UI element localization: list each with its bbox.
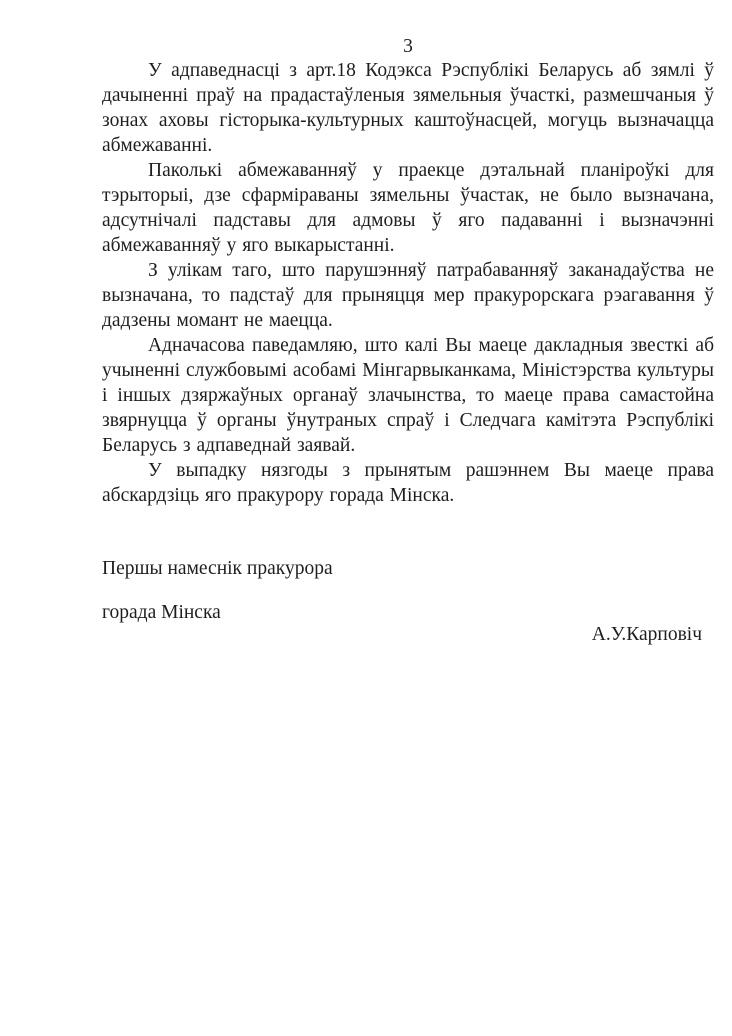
signer-title — [102, 536, 333, 646]
signer-name: А.У.Карповіч — [591, 624, 702, 645]
paragraph-crime-report-advice: Адначасова паведамляю, што калі Вы маеце дакладныя звесткі аб учыненні службовымі асобамі Мінгарвыканкама, Міністэрства культуры і іншых дзяржаўных органаў злачынства, то маеце права самастойна звярнуцца ў органы ўнутраных спраў і Следчага камітэта Рэспублікі Беларусь з адпаведнай заявай. — [102, 335, 714, 456]
paragraph-appeal-right: У выпадку нязгоды з прынятым рашэннем Вы маеце права абскардзіць яго пракурору горада Мінска. — [102, 460, 714, 506]
paragraph-no-restrictions: Паколькі абмежаванняў у праекце дэтальнай планіроўкі для тэрыторыі, дзе сфарміраваны зямельны ўчастак, не было вызначана, адсутнічалі падставы для адмовы ў яго падаванні і вызначэнні абмежаванняў у яго выкарыстанні. — [102, 160, 714, 256]
signature-block — [102, 536, 714, 646]
letter-body — [102, 58, 714, 508]
paragraph-legal-basis: У адпаведнасці з арт.18 Кодэкса Рэспублікі Беларусь аб зямлі ў дачыненні праў на прадастаўленыя зямельныя ўчасткі, размешчаныя ў зонах аховы гісторыка-культурных каштоўнасцей, могуць вызначацца абмежаванні. — [102, 60, 714, 156]
page-number: 3 — [403, 36, 413, 57]
signer-title-line2: горада Мінска — [102, 602, 221, 623]
paragraph-no-violations: З улікам таго, што парушэнняў патрабаванняў заканадаўства не вызначана, то падстаў для прыняцця мер пракурорскага рэагавання ў дадзены момант не маецца. — [102, 260, 714, 331]
signer-title-line1: Першы намеснік пракурора — [102, 558, 333, 579]
